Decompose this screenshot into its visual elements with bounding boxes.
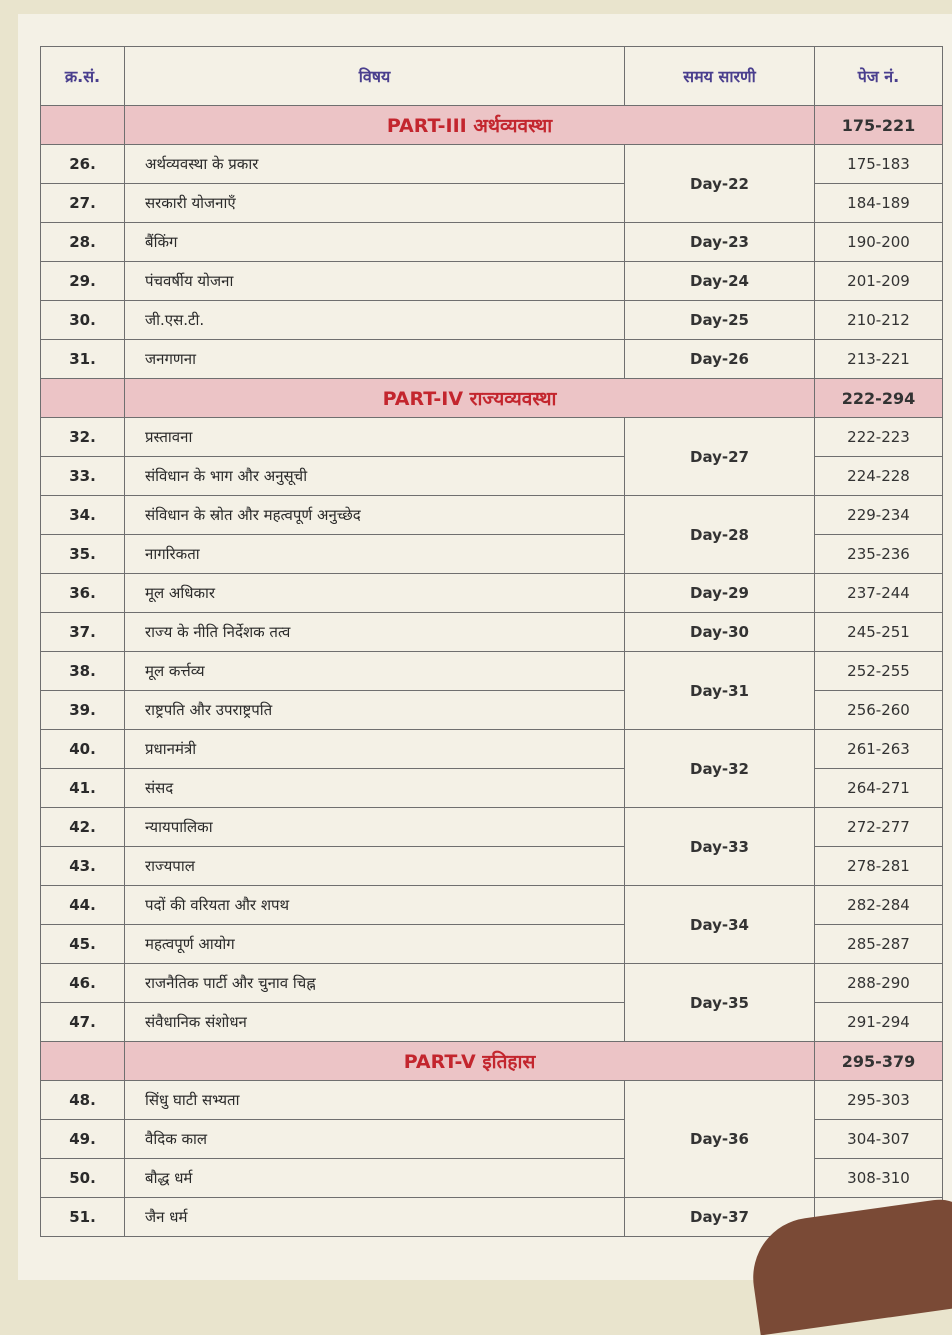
page-range: 224-228 (815, 457, 943, 496)
subject-title: जी.एस.टी. (125, 301, 625, 340)
part-title-cell (125, 1042, 815, 1081)
part-page-range: 175-221 (841, 115, 916, 135)
subject-title: बैंकिंग (125, 223, 625, 262)
header-row (41, 47, 943, 106)
page-range: 229-234 (815, 496, 943, 535)
subject-title: महत्वपूर्ण आयोग (125, 925, 625, 964)
page-range: 184-189 (815, 184, 943, 223)
day-label: Day-26 (625, 340, 815, 379)
subject-title: वैदिक काल (125, 1120, 625, 1159)
page-range: 201-209 (815, 262, 943, 301)
serial-number: 34. (41, 496, 125, 535)
serial-number: 47. (41, 1003, 125, 1042)
subject-title: न्यायपालिका (125, 808, 625, 847)
page-range: 175-183 (815, 145, 943, 184)
header-page-no: पेज नं. (815, 47, 943, 106)
day-label: Day-33 (625, 808, 815, 886)
subject-title: पंचवर्षीय योजना (125, 262, 625, 301)
subject-title: जैन धर्म (125, 1198, 625, 1237)
day-label: Day-24 (625, 262, 815, 301)
subject-title: संसद (125, 769, 625, 808)
serial-number: 26. (41, 145, 125, 184)
subject-title: सिंधु घाटी सभ्यता (125, 1081, 625, 1120)
page-range: 210-212 (815, 301, 943, 340)
page-range: 278-281 (815, 847, 943, 886)
part-header-blank (41, 1042, 125, 1081)
page-range: 285-287 (815, 925, 943, 964)
serial-number: 41. (41, 769, 125, 808)
serial-number: 31. (41, 340, 125, 379)
subject-title: राज्यपाल (125, 847, 625, 886)
table-row (41, 808, 943, 847)
page-range: 264-271 (815, 769, 943, 808)
day-label: Day-30 (625, 613, 815, 652)
day-label: Day-23 (625, 223, 815, 262)
part-title: PART-V इतिहास (403, 1051, 536, 1073)
subject-title: नागरिकता (125, 535, 625, 574)
subject-title: राज्य के नीति निर्देशक तत्व (125, 613, 625, 652)
table-row (41, 418, 943, 457)
table-row (41, 886, 943, 925)
part-page-range: 222-294 (841, 388, 916, 408)
part-header-row (41, 1042, 943, 1081)
serial-number: 37. (41, 613, 125, 652)
page-range: 304-307 (815, 1120, 943, 1159)
table-row (41, 262, 943, 301)
subject-title: प्रधानमंत्री (125, 730, 625, 769)
page-range: 308-310 (815, 1159, 943, 1198)
page-range: 256-260 (815, 691, 943, 730)
part-title-cell (125, 379, 815, 418)
page-range: 252-255 (815, 652, 943, 691)
header-timetable: समय सारणी (625, 47, 815, 106)
table-row (41, 301, 943, 340)
serial-number: 46. (41, 964, 125, 1003)
serial-number: 29. (41, 262, 125, 301)
book-page (18, 14, 952, 1280)
table-row (41, 496, 943, 535)
serial-number: 32. (41, 418, 125, 457)
serial-number: 45. (41, 925, 125, 964)
day-label: Day-34 (625, 886, 815, 964)
page-range: 213-221 (815, 340, 943, 379)
serial-number: 51. (41, 1198, 125, 1237)
serial-number: 50. (41, 1159, 125, 1198)
part-title: PART-III अर्थव्यवस्था (386, 115, 553, 137)
subject-title: राजनैतिक पार्टी और चुनाव चिह्न (125, 964, 625, 1003)
day-label: Day-31 (625, 652, 815, 730)
table-row (41, 1081, 943, 1120)
serial-number: 30. (41, 301, 125, 340)
serial-number: 48. (41, 1081, 125, 1120)
serial-number: 28. (41, 223, 125, 262)
table-row (41, 964, 943, 1003)
table-row (41, 223, 943, 262)
part-range-cell (815, 379, 943, 418)
subject-title: सरकारी योजनाएँ (125, 184, 625, 223)
subject-title: बौद्ध धर्म (125, 1159, 625, 1198)
serial-number: 35. (41, 535, 125, 574)
part-title-cell (125, 106, 815, 145)
page-range: 272-277 (815, 808, 943, 847)
serial-number: 39. (41, 691, 125, 730)
page-range: 235-236 (815, 535, 943, 574)
serial-number: 36. (41, 574, 125, 613)
day-label: Day-22 (625, 145, 815, 223)
serial-number: 27. (41, 184, 125, 223)
subject-title: जनगणना (125, 340, 625, 379)
contents-table (40, 46, 943, 1237)
table-row (41, 340, 943, 379)
page-range: 237-244 (815, 574, 943, 613)
header-subject: विषय (125, 47, 625, 106)
page-range: 261-263 (815, 730, 943, 769)
subject-title: पदों की वरियता और शपथ (125, 886, 625, 925)
day-label: Day-32 (625, 730, 815, 808)
serial-number: 49. (41, 1120, 125, 1159)
day-label: Day-27 (625, 418, 815, 496)
subject-title: संविधान के स्रोत और महत्वपूर्ण अनुच्छेद (125, 496, 625, 535)
part-page-range: 295-379 (841, 1051, 916, 1071)
part-header-row (41, 379, 943, 418)
page-range: 222-223 (815, 418, 943, 457)
serial-number: 40. (41, 730, 125, 769)
page-range: 190-200 (815, 223, 943, 262)
header-serial-no: क्र.सं. (41, 47, 125, 106)
subject-title: प्रस्तावना (125, 418, 625, 457)
serial-number: 33. (41, 457, 125, 496)
serial-number: 42. (41, 808, 125, 847)
day-label: Day-29 (625, 574, 815, 613)
part-range-cell (815, 106, 943, 145)
subject-title: संवैधानिक संशोधन (125, 1003, 625, 1042)
serial-number: 44. (41, 886, 125, 925)
table-row (41, 613, 943, 652)
subject-title: मूल कर्त्तव्य (125, 652, 625, 691)
day-label: Day-35 (625, 964, 815, 1042)
subject-title: मूल अधिकार (125, 574, 625, 613)
contents-body (41, 106, 943, 1237)
page-range: 295-303 (815, 1081, 943, 1120)
table-row (41, 574, 943, 613)
day-label: Day-37 (625, 1198, 815, 1237)
page-range: 288-290 (815, 964, 943, 1003)
serial-number: 43. (41, 847, 125, 886)
part-title: PART-IV राज्यव्यवस्था (382, 388, 557, 410)
page-range: 291-294 (815, 1003, 943, 1042)
table-row (41, 730, 943, 769)
part-range-cell (815, 1042, 943, 1081)
part-header-blank (41, 379, 125, 418)
part-header-blank (41, 106, 125, 145)
day-label: Day-25 (625, 301, 815, 340)
table-row (41, 652, 943, 691)
day-label: Day-28 (625, 496, 815, 574)
day-label: Day-36 (625, 1081, 815, 1198)
subject-title: संविधान के भाग और अनुसूची (125, 457, 625, 496)
subject-title: राष्ट्रपति और उपराष्ट्रपति (125, 691, 625, 730)
page-range: 245-251 (815, 613, 943, 652)
page-range: 282-284 (815, 886, 943, 925)
table-row (41, 145, 943, 184)
part-header-row (41, 106, 943, 145)
serial-number: 38. (41, 652, 125, 691)
subject-title: अर्थव्यवस्था के प्रकार (125, 145, 625, 184)
